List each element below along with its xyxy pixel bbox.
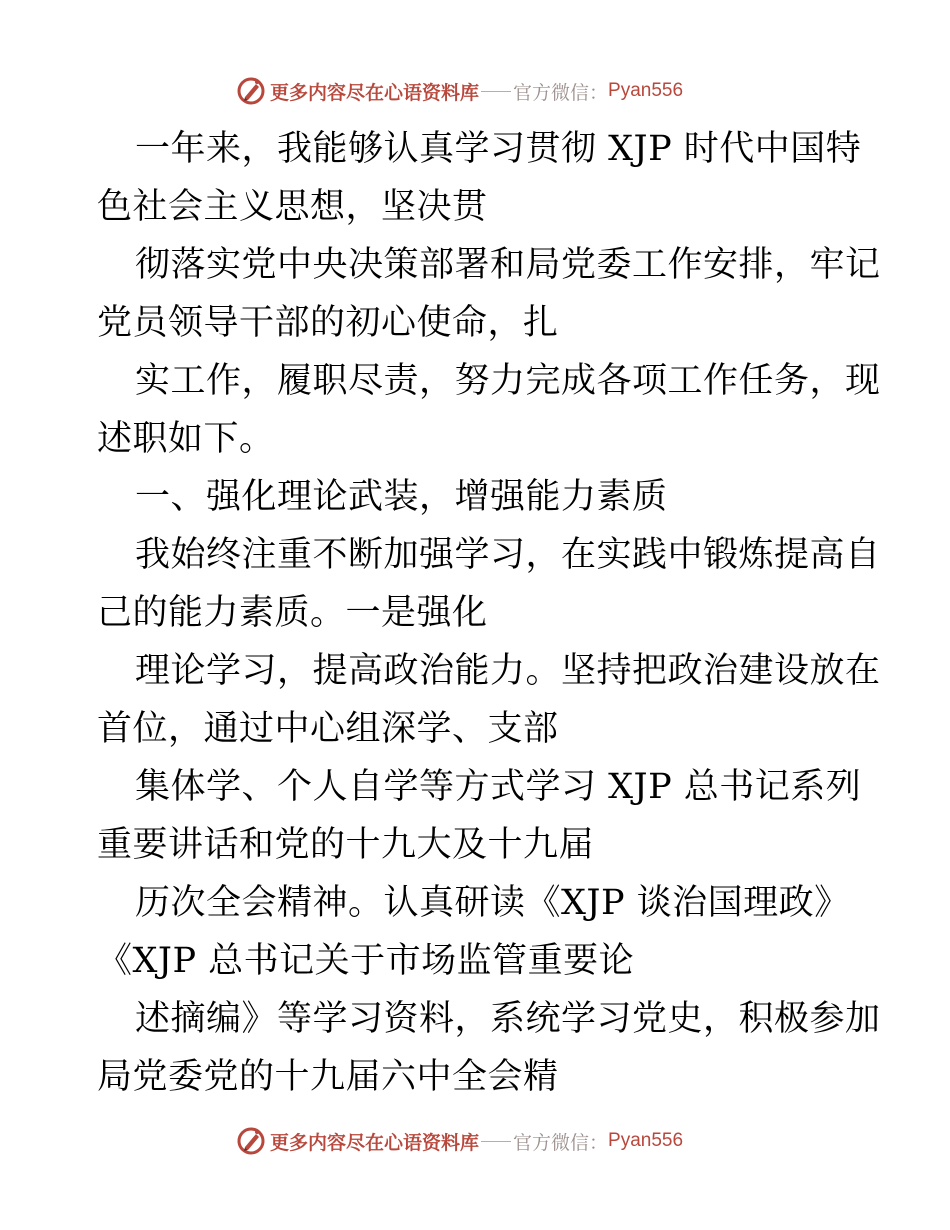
watermark-official-label: 官方微信： [513, 81, 609, 104]
text-line: 党员领导干部的初心使命，扎 [97, 303, 559, 343]
text-line: 述摘编》等学习资料，系统学习党史，积极参加 [135, 999, 881, 1039]
text-line: 实工作，履职尽责，努力完成各项工作任务，现 [135, 361, 881, 401]
text-line: 重要讲话和党的十九大及十九届 [97, 825, 595, 865]
text-line: 理论学习，提高政治能力。坚持把政治建设放在 [135, 651, 881, 691]
document-body [97, 120, 881, 1106]
text-line: 历次全会精神。认真研读《XJP 谈治国理政》 [135, 883, 850, 923]
header-watermark [236, 74, 683, 108]
watermark-brand: 更多内容尽在心语资料库 [270, 1131, 480, 1154]
watermark-wechat-id: Pyan556 [608, 80, 684, 101]
text-line: 述职如下。 [97, 419, 275, 459]
text-line: 己的能力素质。一是强化 [97, 593, 488, 633]
watermark-dash [481, 1141, 511, 1142]
text-line: 一年来，我能够认真学习贯彻 XJP 时代中国特 [135, 129, 862, 169]
watermark-official-label: 官方微信： [513, 1131, 609, 1154]
watermark-dash [481, 91, 511, 92]
watermark-wechat-id: Pyan556 [608, 1130, 684, 1151]
pen-logo-icon [236, 76, 266, 106]
text-line: 《XJP 总书记关于市场监管重要论 [97, 941, 635, 981]
text-line: 集体学、个人自学等方式学习 XJP 总书记系列 [135, 767, 862, 807]
text-line: 色社会主义思想，坚决贯 [97, 187, 488, 227]
text-line: 局党委党的十九届六中全会精 [97, 1057, 559, 1097]
text-line: 一、强化理论武装，增强能力素质 [135, 477, 668, 517]
text-line: 我始终注重不断加强学习，在实践中锻炼提高自 [135, 535, 881, 575]
footer-watermark [236, 1124, 683, 1158]
text-line: 首位，通过中心组深学、支部 [97, 709, 559, 749]
pen-logo-icon [236, 1126, 266, 1156]
watermark-brand: 更多内容尽在心语资料库 [270, 81, 480, 104]
text-line: 彻落实党中央决策部署和局党委工作安排，牢记 [135, 245, 881, 285]
